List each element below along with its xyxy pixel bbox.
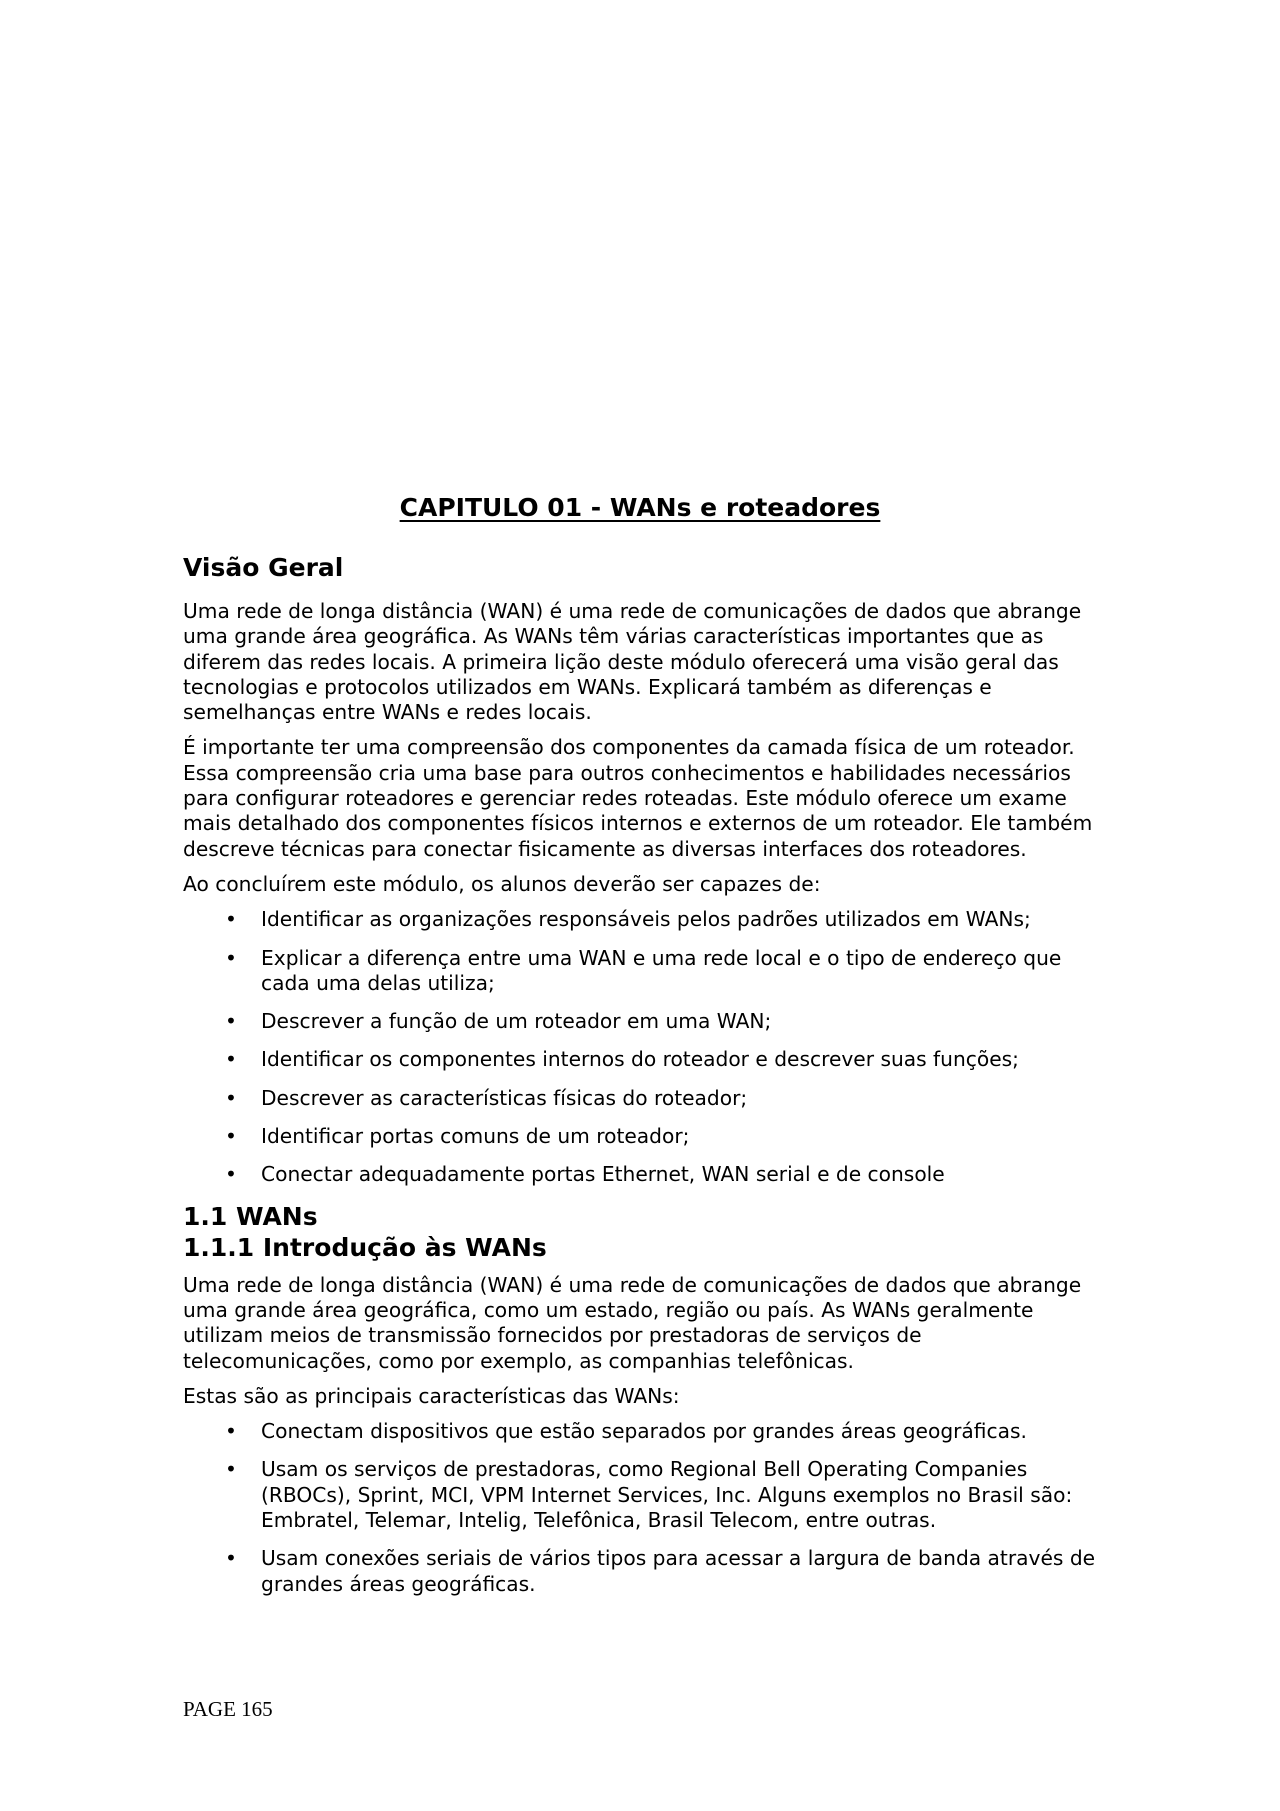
- overview-paragraph-3: Ao concluírem este módulo, os alunos deverão ser capazes de:: [183, 871, 821, 896]
- list-item-text: Usam conexões seriais de vários tipos para acessar a largura de banda através de grandes áreas geográficas.: [261, 1546, 1096, 1596]
- bullet-icon: •: [225, 1009, 237, 1034]
- list-item-text: Identificar os componentes internos do roteador e descrever suas funções;: [261, 1047, 1019, 1072]
- bullet-icon: •: [225, 1457, 237, 1482]
- list-item-text: Identificar portas comuns de um roteador;: [261, 1124, 690, 1149]
- list-item: [183, 1124, 1103, 1149]
- bullet-icon: •: [225, 1085, 237, 1110]
- list-item-text: Descrever as características físicas do roteador;: [261, 1085, 748, 1110]
- list-item: [183, 1086, 1103, 1111]
- list-item: [183, 1546, 1103, 1597]
- list-item: [183, 1419, 1103, 1444]
- list-item-text: Conectam dispositivos que estão separados por grandes áreas geográficas.: [261, 1419, 1027, 1444]
- overview-heading: Visão Geral: [183, 553, 344, 582]
- objectives-list: [183, 907, 1103, 1187]
- list-item-text: Conectar adequadamente portas Ethernet, WAN serial e de console: [261, 1162, 945, 1187]
- bullet-icon: •: [225, 1419, 237, 1444]
- list-item: [183, 1162, 1103, 1187]
- page-content: [183, 553, 1103, 1610]
- list-item-text: Identificar as organizações responsáveis pelos padrões utilizados em WANs;: [261, 907, 1031, 932]
- overview-paragraph-1: Uma rede de longa distância (WAN) é uma rede de comunicações de dados que abrange uma grande área geográfica. As WANs têm várias características importantes que as diferem das redes locais. A primeira lição deste módulo oferecerá uma visão geral das tecnologias e protocolos utilizados em WANs. Explicará também as diferenças e semelhanças entre WANs e redes locais.: [183, 599, 1082, 725]
- bullet-icon: •: [225, 1546, 237, 1571]
- list-item: [183, 1047, 1103, 1072]
- list-item: [183, 1457, 1103, 1533]
- wans-paragraph-1: Uma rede de longa distância (WAN) é uma rede de comunicações de dados que abrange uma grande área geográfica, como um estado, região ou país. As WANs geralmente utilizam meios de transmissão fornecidos por prestadoras de serviços de telecomunicações, como por exemplo, as companhias telefônicas.: [183, 1272, 1082, 1373]
- bullet-icon: •: [225, 1047, 237, 1072]
- bullet-icon: •: [225, 1162, 237, 1187]
- list-item-text: Descrever a função de um roteador em uma WAN;: [261, 1009, 772, 1034]
- bullet-icon: •: [225, 945, 237, 970]
- chapter-title: CAPITULO 01 - WANs e roteadores: [399, 493, 881, 522]
- list-item: [183, 907, 1103, 932]
- list-item-text: Explicar a diferença entre uma WAN e uma rede local e o tipo de endereço que cada uma delas utiliza;: [261, 945, 1062, 995]
- wan-characteristics-list: [183, 1419, 1103, 1597]
- overview-paragraph-2: É importante ter uma compreensão dos componentes da camada física de um roteador. Essa compreensão cria uma base para outros conhecimentos e habilidades necessários para configurar roteadores e gerenciar redes roteadas. Este módulo oferece um exame mais detalhado dos componentes físicos internos e externos de um roteador. Ele também descreve técnicas para conectar fisicamente as diversas interfaces dos roteadores.: [183, 735, 1093, 861]
- subsection-heading-intro: 1.1.1 Introdução às WANs: [183, 1232, 547, 1262]
- list-item-text: Usam os serviços de prestadoras, como Regional Bell Operating Companies (RBOCs), Sprint, MCI, VPM Internet Services, Inc. Alguns exemplos no Brasil são: Embratel, Telemar, Intelig, Telefônica, Brasil Telecom, entre outras.: [261, 1457, 1073, 1533]
- list-item: [183, 946, 1103, 997]
- bullet-icon: •: [225, 907, 237, 932]
- bullet-icon: •: [225, 1124, 237, 1149]
- page-number-footer: PAGE 165: [183, 1697, 273, 1721]
- wans-paragraph-2: Estas são as principais características das WANs:: [183, 1383, 680, 1408]
- section-heading-wans: 1.1 WANs: [183, 1201, 318, 1231]
- list-item: [183, 1009, 1103, 1034]
